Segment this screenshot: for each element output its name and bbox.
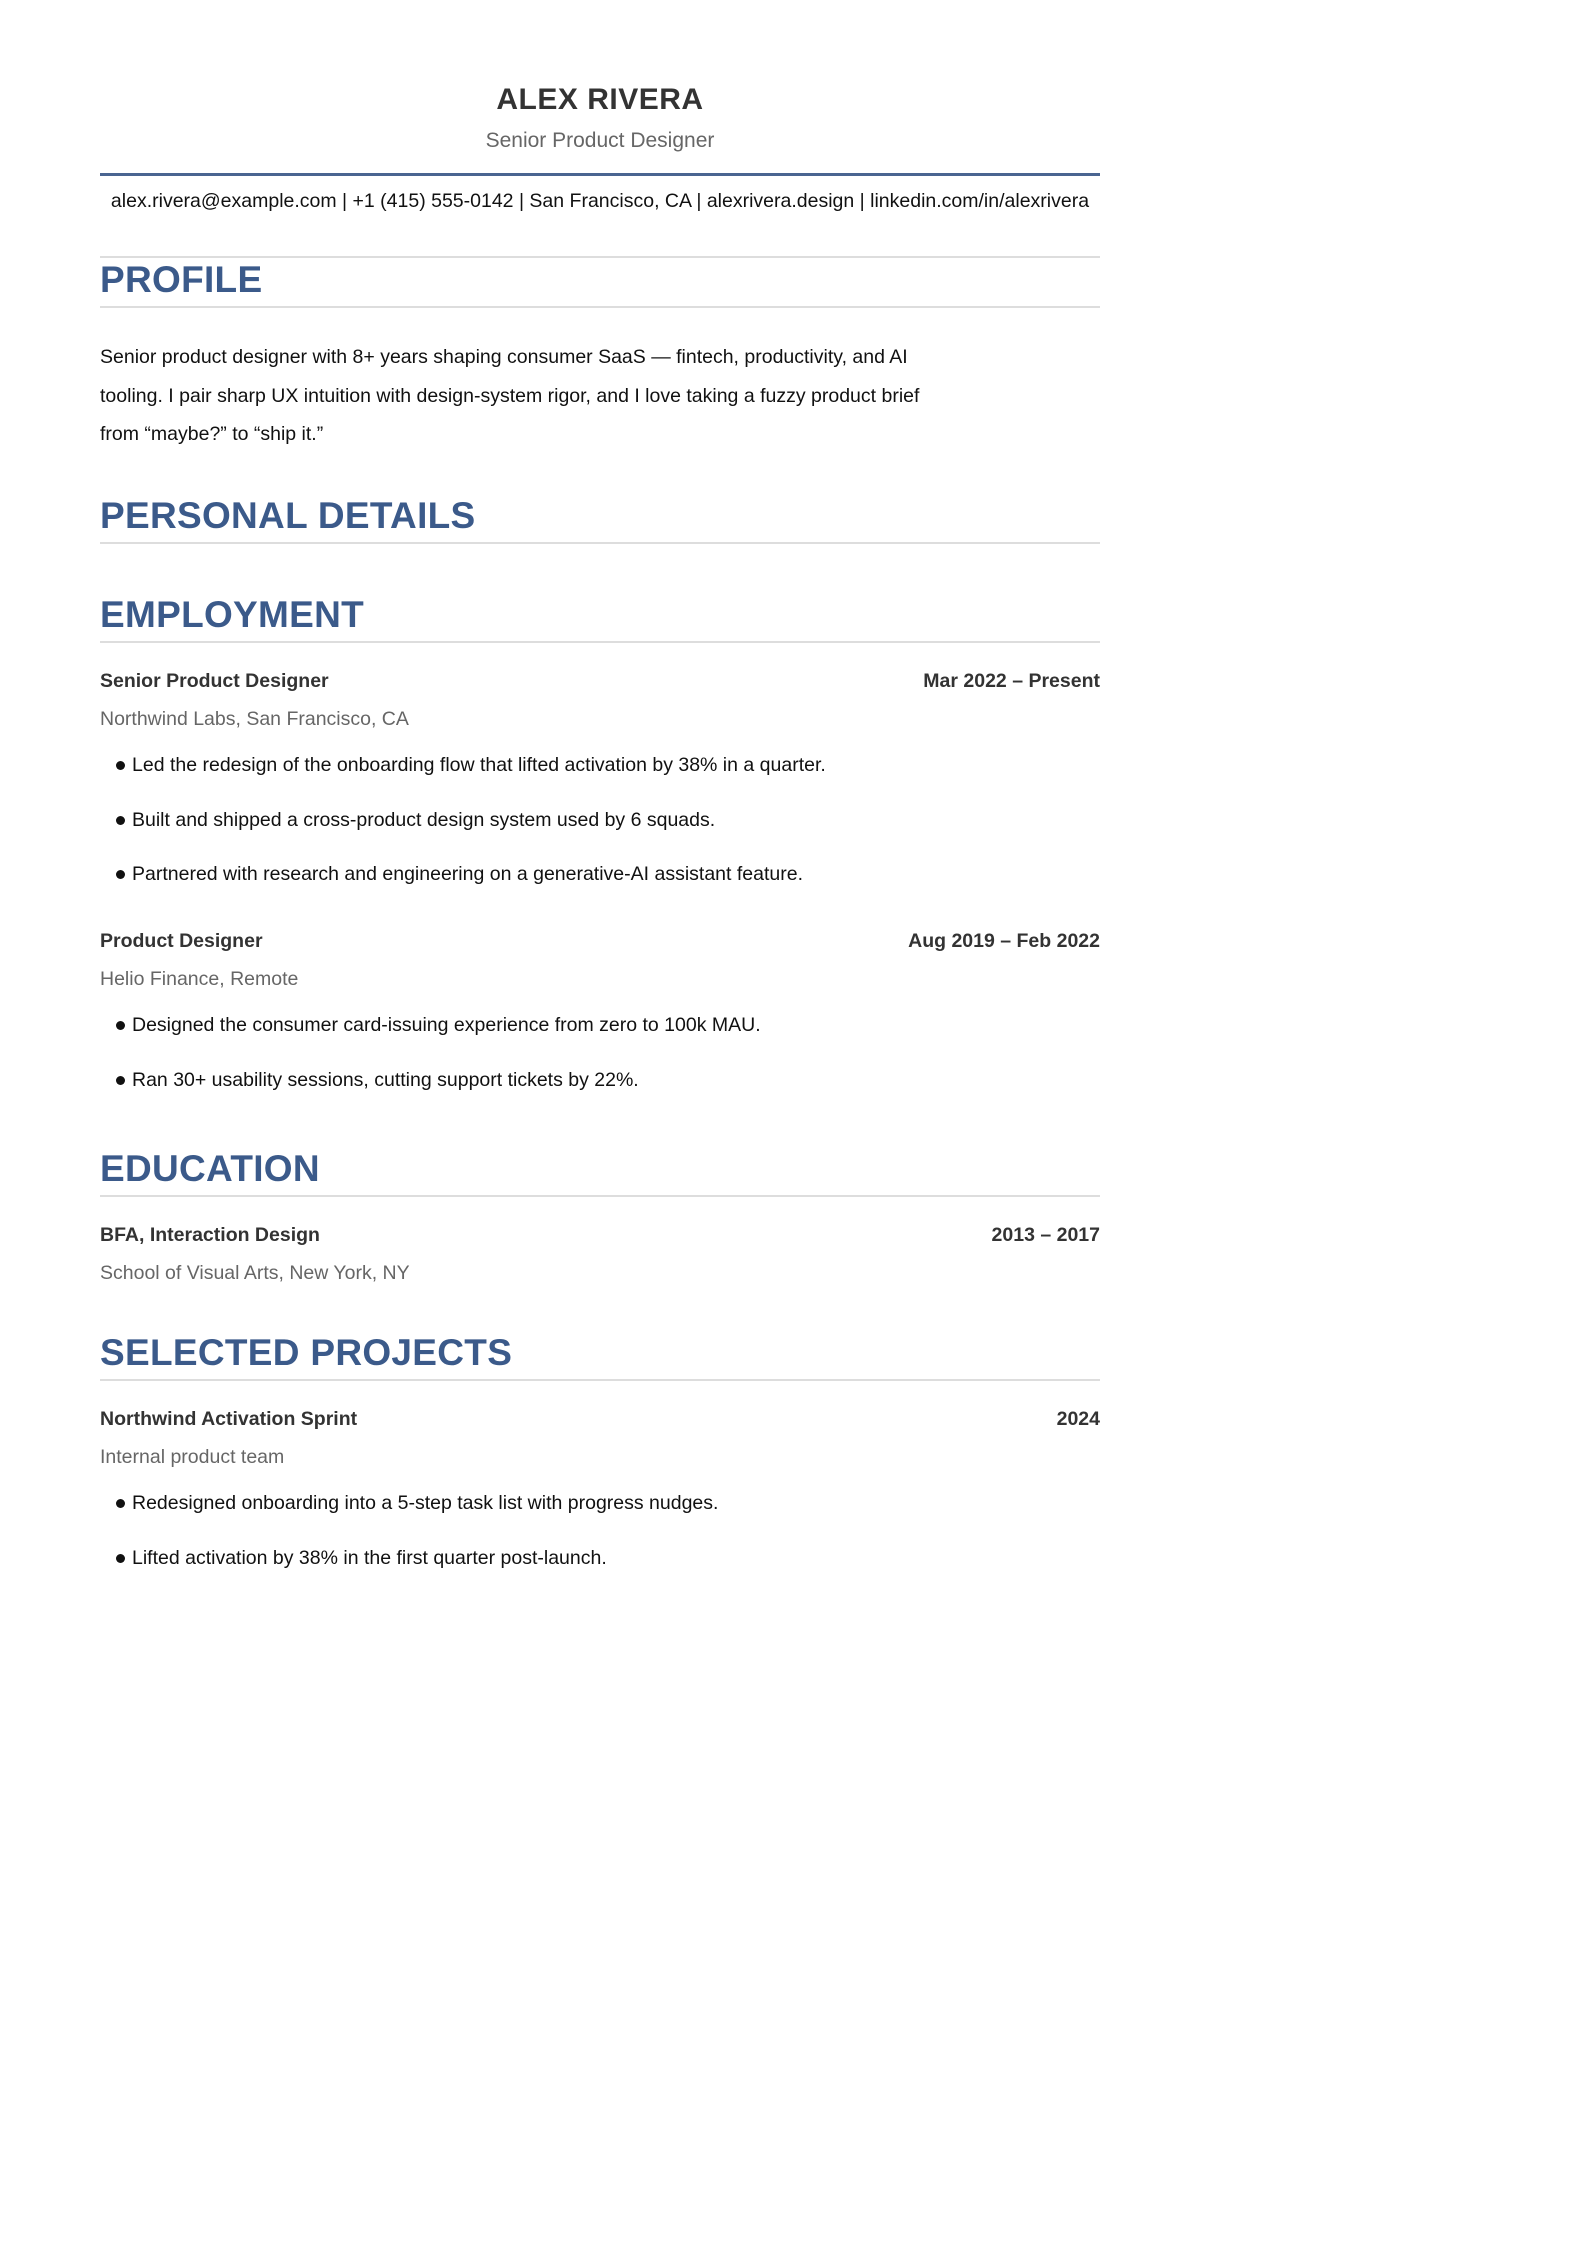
- project-header: [100, 1405, 1100, 1433]
- education-section: [100, 1147, 1100, 1287]
- projects-heading: SELECTED PROJECTS: [100, 1332, 513, 1373]
- bullet-text: Built and shipped a cross-product design system used by 6 squads.: [132, 808, 716, 831]
- list-item: [100, 860, 1100, 888]
- candidate-name: ALEX RIVERA: [496, 83, 704, 116]
- education-header: [100, 1221, 1100, 1249]
- list-item: [100, 751, 1100, 779]
- school-name: School of Visual Arts, New York, NY: [100, 1262, 410, 1284]
- bullet-icon: [116, 761, 125, 770]
- list-item: [100, 1544, 1100, 1572]
- profile-heading: PROFILE: [100, 259, 263, 300]
- profile-section: [100, 256, 1100, 454]
- bullet-text: Partnered with research and engineering on a generative-AI assistant feature.: [132, 863, 803, 885]
- bullet-icon: [116, 1076, 125, 1085]
- education-divider: [100, 1195, 1100, 1197]
- header-divider: [100, 173, 1100, 176]
- candidate-headline: Senior Product Designer: [485, 129, 715, 152]
- bullet-icon: [116, 1499, 125, 1508]
- degree-title: BFA, Interaction Design: [100, 1224, 320, 1246]
- profile-summary: Senior product designer with 8+ years shaping consumer SaaS — fintech, productivity, and AI tooling. I pair sharp UX intuition with design-system rigor, and I love taking a fuzzy product brief from “maybe?” to “ship it.”: [100, 346, 920, 445]
- bullet-text: Led the redesign of the onboarding flow that lifted activation by 38% in a quarter.: [132, 754, 826, 776]
- list-item: [100, 1066, 1100, 1094]
- project-name: Northwind Activation Sprint: [100, 1408, 358, 1430]
- job-header: [100, 927, 1100, 955]
- bullet-text: Lifted activation by 38% in the first quarter post-launch.: [132, 1546, 607, 1569]
- job-company: Helio Finance, Remote: [100, 968, 299, 990]
- bullet-text: Designed the consumer card-issuing experience from zero to 100k MAU.: [132, 1014, 761, 1036]
- job-dates: Mar 2022 – Present: [923, 670, 1100, 692]
- job-title: Senior Product Designer: [100, 670, 329, 692]
- employment-section: [100, 593, 1100, 1094]
- project-bullets: [100, 1489, 1100, 1572]
- personal-details-heading: PERSONAL DETAILS: [100, 495, 476, 536]
- bullet-icon: [116, 816, 125, 825]
- resume-page: [100, 0, 1100, 1569]
- job-bullets: [100, 1011, 1100, 1094]
- contact-line: alex.rivera@example.com | +1 (415) 555-0142 | San Francisco, CA | alexrivera.design | linkedin.com/in/alexrivera: [110, 190, 1090, 212]
- job-dates: Aug 2019 – Feb 2022: [908, 930, 1100, 952]
- education-entry: [100, 1221, 1100, 1287]
- education-dates: 2013 – 2017: [991, 1224, 1100, 1246]
- job-bullets: [100, 751, 1100, 888]
- job-header: [100, 667, 1100, 695]
- job-company: Northwind Labs, San Francisco, CA: [100, 708, 409, 730]
- project-year: 2024: [1056, 1408, 1100, 1430]
- projects-section: [100, 1331, 1100, 1572]
- job-entry: [100, 927, 1100, 1094]
- personal-details-divider: [100, 542, 1100, 544]
- bullet-icon: [116, 1554, 125, 1563]
- employment-divider: [100, 641, 1100, 643]
- project-entry: [100, 1405, 1100, 1572]
- employment-heading: EMPLOYMENT: [100, 594, 365, 635]
- bullet-icon: [116, 1021, 125, 1030]
- projects-divider: [100, 1379, 1100, 1381]
- resume-header: [100, 0, 1100, 176]
- list-item: [100, 1489, 1100, 1517]
- bullet-text: Redesigned onboarding into a 5-step task list with progress nudges.: [132, 1492, 719, 1514]
- job-entry: [100, 667, 1100, 888]
- job-title: Product Designer: [100, 930, 263, 952]
- education-heading: EDUCATION: [100, 1148, 320, 1189]
- profile-divider-bottom: [100, 306, 1100, 308]
- bullet-icon: [116, 870, 125, 879]
- personal-details-section: [100, 494, 1100, 544]
- bullet-text: Ran 30+ usability sessions, cutting support tickets by 22%.: [132, 1068, 639, 1091]
- list-item: [100, 806, 1100, 834]
- list-item: [100, 1011, 1100, 1039]
- project-context: Internal product team: [100, 1446, 285, 1468]
